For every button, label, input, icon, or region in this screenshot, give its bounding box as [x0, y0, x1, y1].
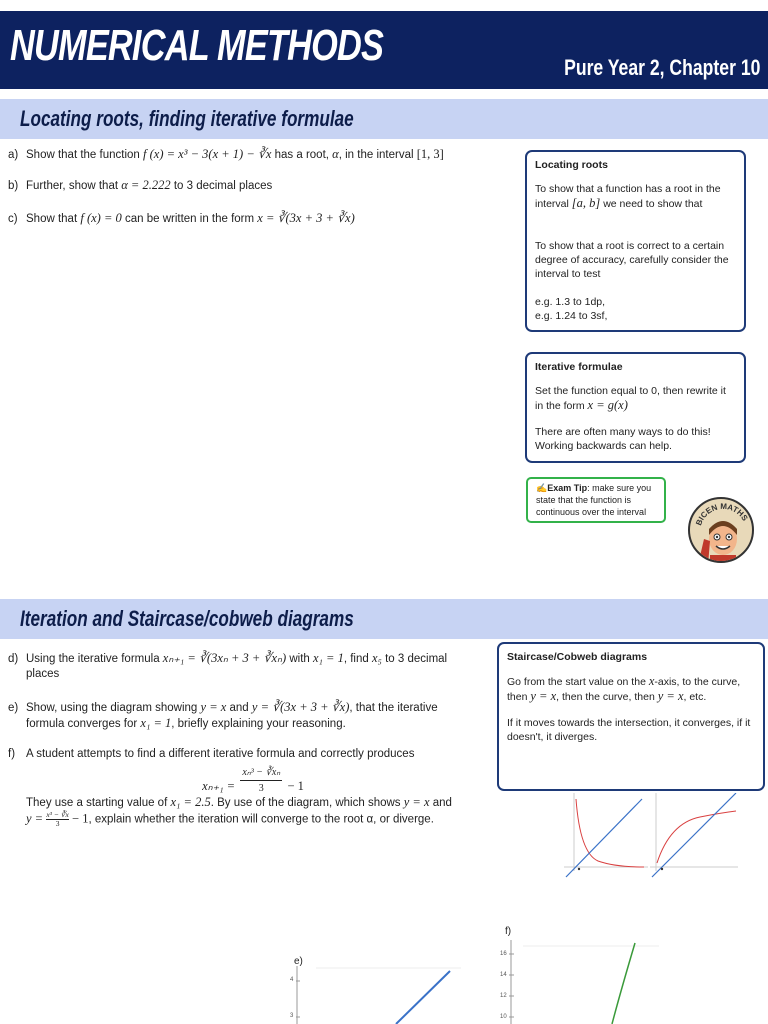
- box-text: To show that a root is correct to a certain degree of accuracy, carefully consider the interval to test: [535, 240, 729, 280]
- question-a: a) Show that the function f (x) = x³ − 3(x + 1) − ∛x has a root, α, in the interval [1, 3]: [8, 147, 444, 161]
- curve-y-equals-g: [612, 943, 635, 1024]
- tick-label: 12: [500, 993, 507, 999]
- diverging-illustration: [564, 793, 648, 877]
- box-text: e.g. 1.24 to 3sf,: [535, 310, 608, 322]
- question-e: e) Show, using the diagram showing y = x and y = ∛(3x + 3 + ∛x), that the iterative formula converges for x₁ = 1, briefly explaining your reasoning.: [8, 700, 438, 730]
- tick-label: 3: [290, 1013, 294, 1019]
- box-text: To show that a function has a root in the interval [a, b] we need to show that: [535, 183, 721, 210]
- tick-label: 4: [290, 977, 294, 983]
- bicen-maths-logo: [688, 497, 754, 563]
- section-title: Locating roots, finding iterative formulae: [20, 106, 354, 131]
- exam-tip-box: ✍Exam Tip: make sure you state that the function is continuous over the interval: [526, 477, 666, 523]
- tick-label: 14: [500, 972, 507, 978]
- page-subtitle: Pure Year 2, Chapter 10: [563, 55, 760, 80]
- question-d: d) Using the iterative formula xₙ₊₁ = ∛(3xₙ + 3 + ∛xₙ) with x₁ = 1, find x₅ to 3 decimal places: [8, 651, 448, 680]
- graph-label: e): [294, 956, 303, 967]
- box-text: There are often many ways to do this! Working backwards can help.: [535, 426, 711, 452]
- iterative-formulae-box: [525, 352, 746, 463]
- converging-illustration: [650, 793, 738, 877]
- writing-hand-icon: ✍: [536, 483, 548, 493]
- section-heading-iteration: [0, 599, 768, 639]
- box-title: Locating roots: [535, 159, 608, 171]
- box-text: Set the function equal to 0, then rewrite it in the form x = g(x): [535, 385, 726, 412]
- box-title: Staircase/Cobweb diagrams: [507, 651, 648, 663]
- section-title: Iteration and Staircase/cobweb diagrams: [20, 606, 354, 631]
- tick-label: 10: [500, 1014, 507, 1020]
- tick-label: 16: [500, 951, 507, 957]
- box-text: e.g. 1.3 to 1dp,: [535, 296, 606, 308]
- box-title: Iterative formulae: [535, 361, 623, 373]
- box-text: If it moves towards the intersection, it converges, if it doesn't, it diverges.: [507, 717, 751, 743]
- graph-label: f): [505, 926, 512, 937]
- section-heading-locating-roots: [0, 99, 768, 139]
- line-y-equals-x: [396, 971, 450, 1024]
- box-text: Go from the start value on the x-axis, to the curve, then y = x, then the curve, then y = x, etc.: [507, 674, 741, 703]
- question-b: b) Further, show that α = 2.222 to 3 decimal places: [8, 178, 273, 192]
- cobweb-illustrations: [560, 793, 742, 879]
- locating-roots-box: [525, 150, 746, 332]
- header-banner: [0, 11, 768, 89]
- iterative-formula-display: xₙ₊₁ = $\frac{\text{xₙ³ − ∛xₙ}}{3}$ − 1: [202, 767, 304, 794]
- question-c: c) Show that f (x) = 0 can be written in the form x = ∛(3x + 3 + ∛x): [8, 211, 355, 225]
- svg-text:BICEN MATHS: BICEN MATHS: [694, 501, 750, 527]
- question-f: f) A student attempts to find a different iterative formula and correctly produces xₙ₊₁ = $\frac{\text{xₙ³ − ∛xₙ}}{3}$ − 1 They use a starting value of x₁ = 2.5. By use of the diagram, which shows y = x and y = $\frac{\text{x³ − ∛x}}{3}$ − 1, explain whether the iteration will converge to the root α, or diverge.: [8, 747, 498, 828]
- page-title: NUMERICAL METHODS: [10, 21, 384, 70]
- staircase-cobweb-box: [497, 642, 765, 791]
